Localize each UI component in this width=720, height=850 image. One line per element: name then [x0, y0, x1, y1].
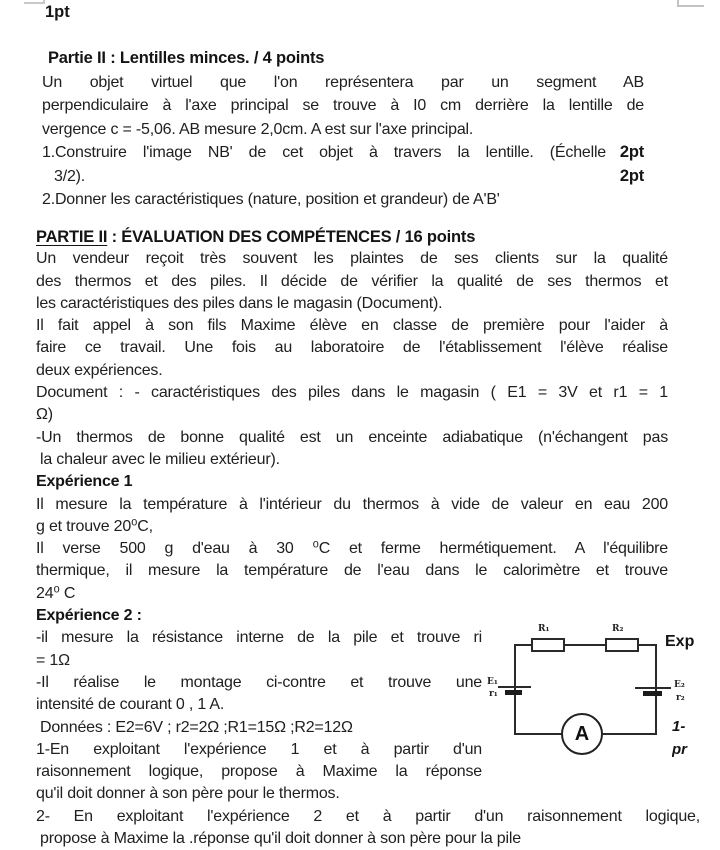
paragraph-line: -Il réalise le montage ci-contre et trouve une	[36, 673, 482, 691]
battery-right-emf-label: E₂	[674, 680, 685, 690]
question-1-row-2	[42, 165, 644, 189]
question-1-line-2: 3/2).	[54, 167, 86, 185]
paragraph-line: intensité de courant 0 , 1 A.	[36, 696, 225, 714]
paragraph-line: g et trouve 20⁰C,	[36, 517, 153, 535]
points-badge-q1b: 2pt	[619, 166, 644, 185]
paragraph-line: vergence c = -5,06. AB mesure 2,0cm. A est sur l'axe principal.	[42, 120, 474, 138]
clipped-text-fragment: pr	[672, 741, 687, 758]
wire-bottom-right	[601, 733, 657, 735]
question-line: propose à Maxime la .réponse qu'il doit donner à son père pour la pile	[40, 830, 521, 848]
resistor-r1-label: R₁	[538, 624, 550, 634]
paragraph-line: Un objet virtuel que l'on représentera par un segment AB	[42, 73, 644, 91]
ammeter-label: A	[574, 722, 590, 745]
paragraph-line: perpendiculaire à l'axe principal se trouve à I0 cm derrière la lentille de	[42, 97, 644, 114]
clipped-text-fragment: Exp	[665, 633, 695, 650]
battery-right-plate-long	[635, 687, 671, 689]
points-badge-top: 1pt	[45, 3, 70, 21]
question-line: raisonnement logique, propose à Maxime la réponse	[36, 763, 482, 781]
experience-2-heading: Expérience 2 :	[36, 607, 142, 625]
circuit-diagram	[486, 622, 720, 787]
paragraph-line: -il mesure la résistance interne de la pile et trouve ri	[36, 629, 482, 647]
paragraph-line: = 1Ω	[36, 651, 70, 669]
paragraph-line: 24⁰ C	[36, 584, 76, 602]
resistor-r2-label: R₂	[612, 624, 624, 634]
paragraph-line: les caractéristiques des piles dans le magasin (Document).	[36, 294, 443, 312]
experience-1-heading: Expérience 1	[36, 473, 133, 491]
paragraph-line: thermique, il mesure la température de l'eau dans le calorimètre et trouve	[36, 562, 668, 580]
question-line: qu'il doit donner à son père pour le thermos.	[36, 785, 340, 803]
paragraph-line: Document : - caractéristiques des piles dans le magasin ( E1 = 3V et r1 = 1	[36, 384, 668, 402]
battery-left-r-label: r₁	[489, 689, 498, 699]
paragraph-line: deux expériences.	[36, 361, 163, 379]
paragraph-line: Un vendeur reçoit très souvent les plaintes de ses clients sur la qualité	[36, 250, 668, 268]
points-badge-q1a: 2pt	[619, 143, 644, 161]
question-2-line: 2.Donner les caractéristiques (nature, position et grandeur) de A'B'	[42, 191, 500, 208]
ammeter	[561, 713, 603, 755]
paragraph-line: Il fait appel à son fils Maxime élève en classe de première pour l'aider à	[36, 317, 668, 335]
battery-left-plate-long	[498, 686, 531, 688]
wire-right	[655, 644, 657, 735]
section-lentilles-heading: Partie II : Lentilles minces. / 4 points	[48, 49, 325, 67]
data-values-line: Données : E2=6V ; r2=2Ω ;R1=15Ω ;R2=12Ω	[40, 718, 353, 736]
battery-right-plate-short	[643, 691, 662, 696]
battery-left-emf-label: E₁	[487, 677, 498, 687]
paragraph-line: Ω)	[36, 406, 53, 424]
wire-bottom-left	[514, 733, 563, 735]
paragraph-line: -Un thermos de bonne qualité est un enceinte adiabatique (n'échangent pas	[36, 428, 668, 446]
cutoff-element-top-left	[24, 0, 45, 4]
battery-left-plate-short	[505, 690, 522, 695]
clipped-text-fragment: 1-	[672, 718, 686, 735]
question-1-row	[42, 141, 644, 165]
heading-underlined-part: PARTIE II	[36, 228, 108, 246]
resistor-r1	[531, 638, 565, 652]
heading-rest: : ÉVALUATION DES COMPÉTENCES / 16 points	[107, 228, 476, 246]
section-lentilles	[42, 47, 644, 212]
paragraph-line: la chaleur avec le milieu extérieur).	[40, 450, 280, 468]
paragraph-line: Il verse 500 g d'eau à 30 ⁰C et ferme hermétiquement. A l'équilibre	[36, 540, 668, 558]
cutoff-element-top-right	[677, 0, 704, 7]
section-evaluation-heading	[36, 226, 668, 248]
paragraph-line: Il mesure la température à l'intérieur du thermos à vide de valeur en eau 200	[36, 495, 668, 513]
paragraph-line: faire ce travail. Une fois au laboratoire de l'établissement l'élève réalise	[36, 339, 668, 357]
question-line: 2- En exploitant l'expérience 2 et à partir d'un raisonnement logique,	[36, 807, 700, 825]
resistor-r2	[605, 638, 639, 652]
question-1-line-1: 1.Construire l'image NB' de cet objet à travers la lentille. (Échelle	[42, 144, 606, 161]
battery-right-r-label: r₂	[676, 693, 685, 703]
question-line: 1-En exploitant l'expérience 1 et à partir d'un	[36, 740, 482, 758]
paragraph-line: des thermos et des piles. Il décide de vérifier la qualité de ses thermos et	[36, 272, 668, 290]
